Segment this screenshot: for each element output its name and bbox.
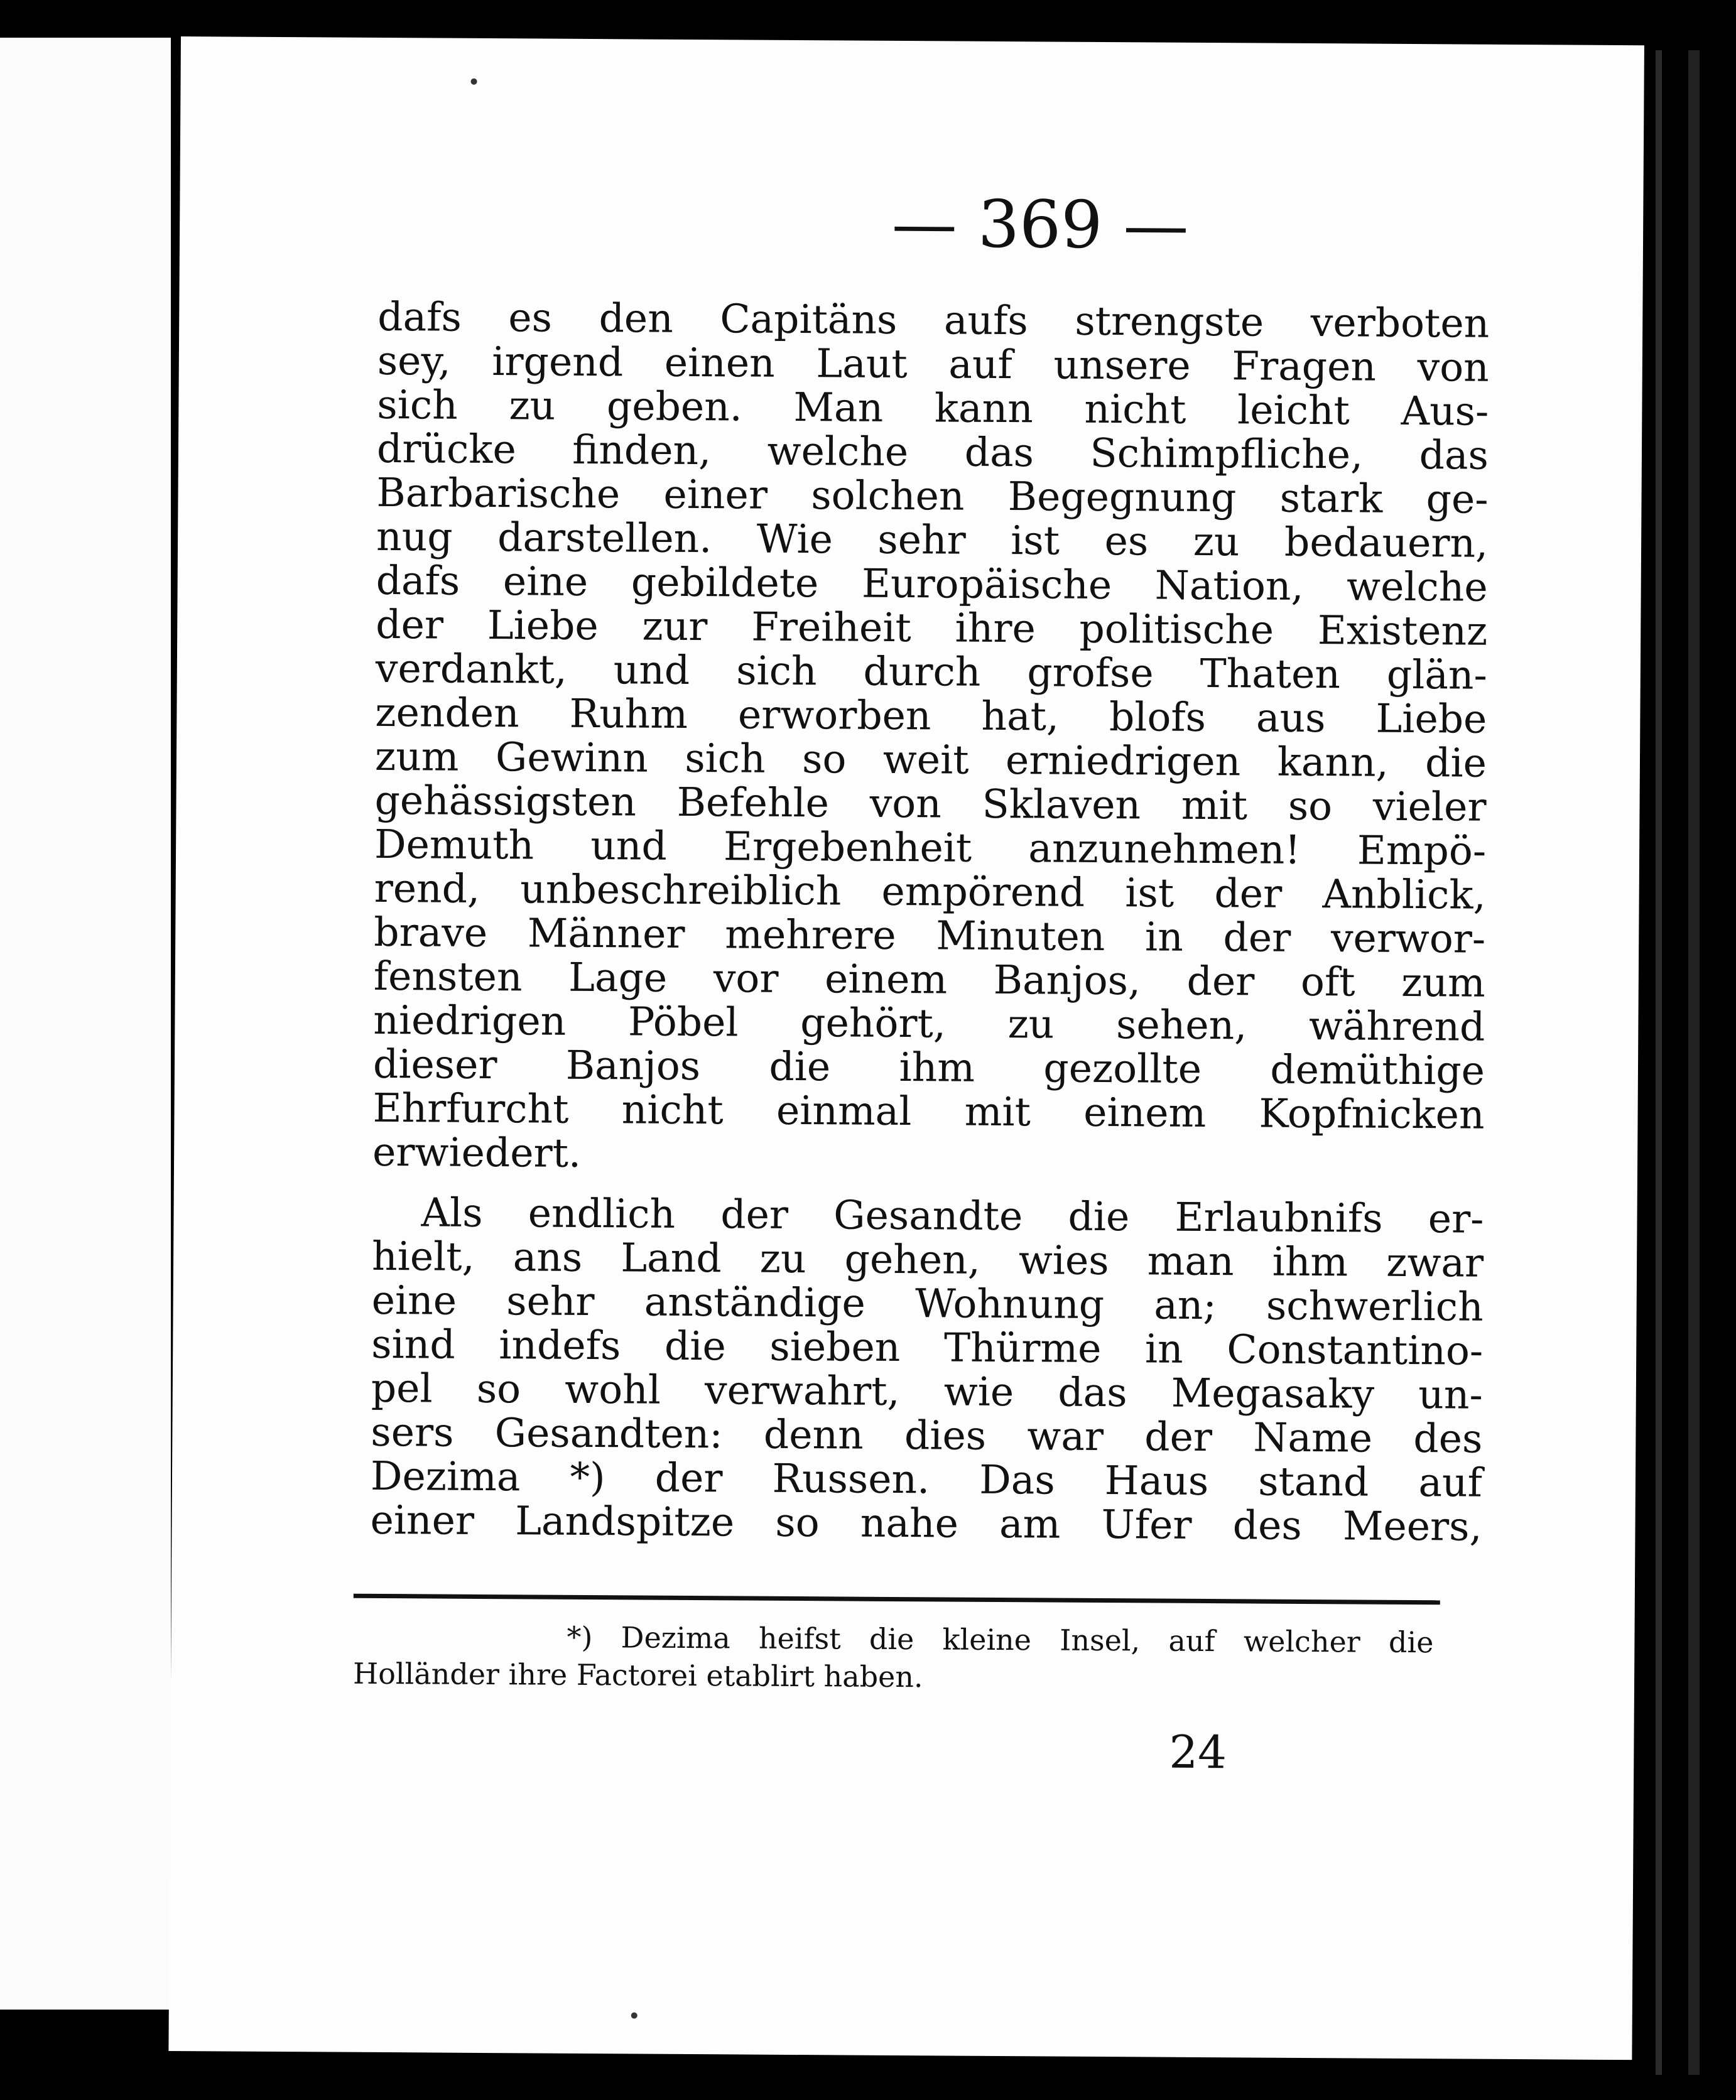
page-body-text xyxy=(370,295,1489,1549)
text-line: eine sehr anständige Wohnung an; schwerlich xyxy=(371,1277,1484,1330)
text-line: drücke finden, welche das Schimpfliche, das xyxy=(376,425,1489,479)
book-spine-edge xyxy=(1656,50,1662,2075)
text-line: verdankt, und sich durch grofse Thaten glän- xyxy=(375,645,1488,698)
text-line: der Liebe zur Freiheit ihre politische Existenz xyxy=(376,601,1488,654)
text-line: einer Landspitze so nahe am Ufer des Meers, xyxy=(370,1497,1482,1550)
book-spine-edge-outer xyxy=(1688,50,1700,2075)
text-line: sey, irgend einen Laut auf unsere Fragen von xyxy=(377,337,1489,391)
text-line: gehässigsten Befehle von Sklaven mit so vieler xyxy=(374,777,1487,830)
footnote-rule xyxy=(354,1594,1440,1605)
text-line: zum Gewinn sich so weit erniedrigen kann, die xyxy=(374,733,1487,786)
facing-page-edge xyxy=(0,38,171,2010)
speck xyxy=(631,2012,637,2018)
text-line: niedrigen Pöbel gehört, zu sehen, während xyxy=(373,997,1485,1050)
speck xyxy=(471,78,477,85)
text-line: sers Gesandten: denn dies war der Name des xyxy=(371,1409,1483,1462)
footnote xyxy=(353,1617,1434,1699)
footnote-line: *) Dezima heifst die kleine Insel, auf welcher die xyxy=(567,1620,1434,1660)
text-line: Ehrfurcht nicht einmal mit einem Kopfnicken xyxy=(372,1085,1485,1138)
footnote-line: Holländer ihre Factorei etablirt haben. xyxy=(352,1656,923,1694)
text-line: sich zu geben. Man kann nicht leicht Aus- xyxy=(377,381,1489,435)
page-number-header: — 369 — xyxy=(891,185,1189,264)
text-line: dieser Banjos die ihm gezollte demüthige xyxy=(372,1041,1485,1094)
text-line: Als endlich der Gesandte die Erlaubnifs er- xyxy=(421,1189,1484,1242)
signature-mark: 24 xyxy=(1169,1725,1227,1779)
text-line: Demuth und Ergebenheit anzunehmen! Empö- xyxy=(374,821,1487,874)
text-line: dafs es den Capitäns aufs strengste verboten xyxy=(377,293,1490,347)
text-line: fensten Lage vor einem Banjos, der oft zum xyxy=(373,953,1486,1006)
text-line: zenden Ruhm erworben hat, blofs aus Liebe xyxy=(375,689,1487,742)
text-line: Barbarische einer solchen Begegnung stark ge- xyxy=(376,469,1489,522)
book-page xyxy=(168,36,1644,2060)
text-line: brave Männer mehrere Minuten in der verwor- xyxy=(374,909,1486,962)
text-line: dafs eine gebildete Europäische Nation, welche xyxy=(376,557,1488,610)
text-line: hielt, ans Land zu gehen, wies man ihm zwar xyxy=(371,1233,1484,1286)
text-line: nug darstellen. Wie sehr ist es zu bedauern, xyxy=(376,513,1489,566)
text-line: rend, unbeschreiblich empörend ist der Anblick, xyxy=(374,865,1486,918)
text-line: sind indefs die sieben Thürme in Constantino- xyxy=(371,1321,1484,1374)
text-line: Dezima *) der Russen. Das Haus stand auf xyxy=(370,1453,1483,1506)
text-line: erwiedert. xyxy=(372,1128,582,1176)
text-line: pel so wohl verwahrt, wie das Megasaky un- xyxy=(371,1365,1483,1418)
